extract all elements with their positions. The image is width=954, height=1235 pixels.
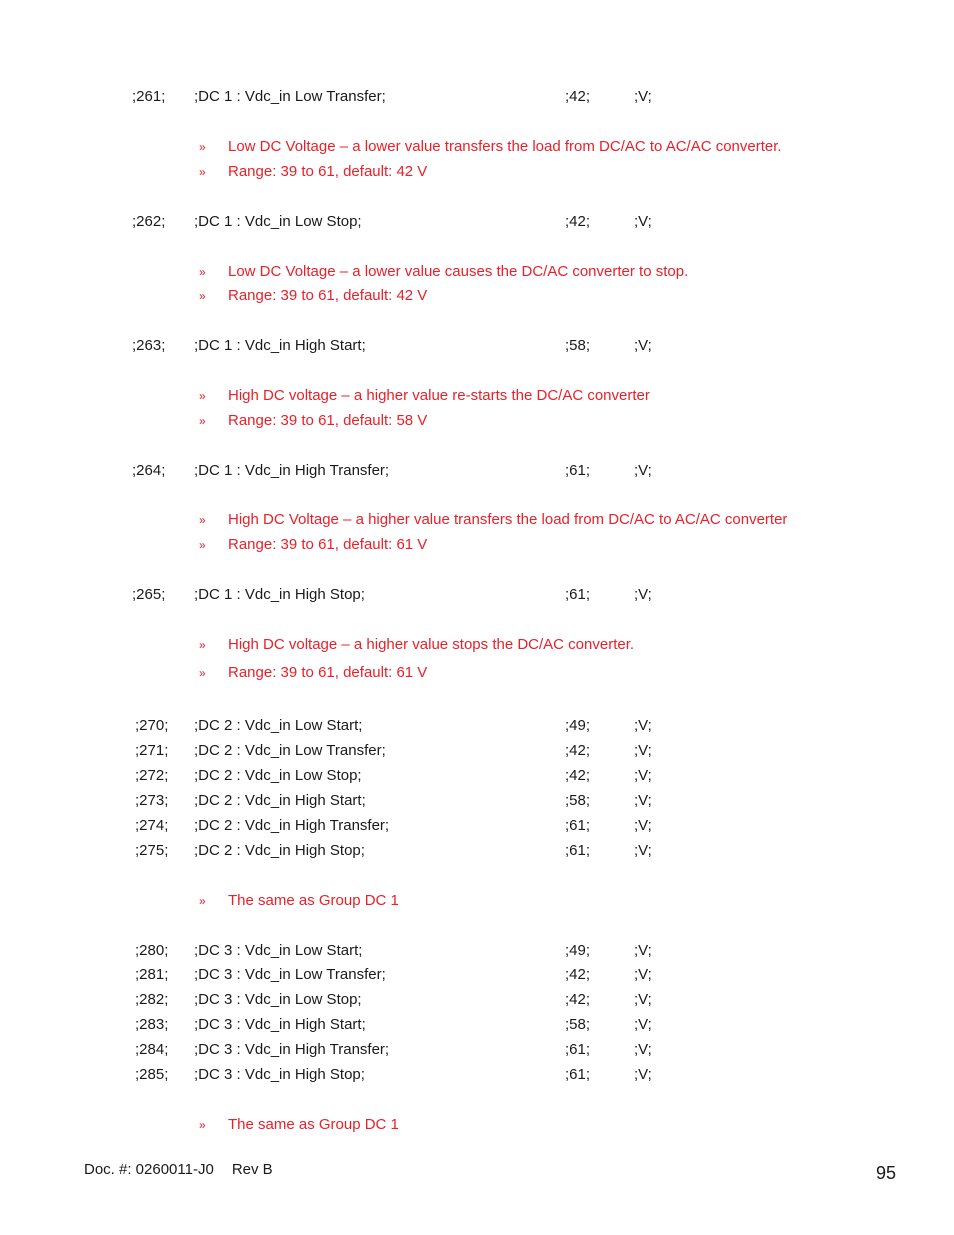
param-row xyxy=(0,790,954,812)
param-note xyxy=(0,136,954,158)
param-id: ;273; xyxy=(135,792,169,809)
param-value: ;61; xyxy=(565,462,591,479)
param-note xyxy=(0,410,954,432)
param-name: ;DC 2 : Vdc_in Low Stop; xyxy=(194,767,362,784)
bullet-icon: » xyxy=(199,638,206,652)
param-id: ;265; xyxy=(132,586,166,603)
param-row xyxy=(0,715,954,737)
param-value: ;61; xyxy=(565,1041,591,1058)
param-value: ;49; xyxy=(565,942,591,959)
bullet-icon: » xyxy=(199,414,206,428)
param-row xyxy=(0,1039,954,1061)
param-id: ;275; xyxy=(135,842,169,859)
param-name: ;DC 1 : Vdc_in Low Stop; xyxy=(194,213,362,230)
bullet-icon: » xyxy=(199,538,206,552)
param-row xyxy=(0,765,954,787)
bullet-icon: » xyxy=(199,265,206,279)
param-id: ;283; xyxy=(135,1016,169,1033)
param-unit: ;V; xyxy=(634,991,652,1008)
param-row xyxy=(0,1064,954,1086)
param-name: ;DC 2 : Vdc_in High Transfer; xyxy=(194,817,390,834)
param-name: ;DC 2 : Vdc_in High Start; xyxy=(194,792,366,809)
note-text: Low DC Voltage – a lower value transfers the load from DC/AC to AC/AC converter. xyxy=(228,138,782,155)
param-note xyxy=(0,890,954,912)
note-text: The same as Group DC 1 xyxy=(228,892,399,909)
param-name: ;DC 1 : Vdc_in High Start; xyxy=(194,337,366,354)
param-value: ;61; xyxy=(565,817,591,834)
param-name: ;DC 3 : Vdc_in Low Stop; xyxy=(194,991,362,1008)
param-value: ;42; xyxy=(565,767,591,784)
param-value: ;61; xyxy=(565,842,591,859)
param-note xyxy=(0,385,954,407)
param-id: ;261; xyxy=(132,88,166,105)
param-row xyxy=(0,989,954,1011)
param-unit: ;V; xyxy=(634,337,652,354)
param-unit: ;V; xyxy=(634,966,652,983)
param-row xyxy=(0,86,954,108)
param-id: ;263; xyxy=(132,337,166,354)
param-value: ;61; xyxy=(565,1066,591,1083)
param-row xyxy=(0,584,954,606)
revision-label: Rev B xyxy=(231,1161,273,1178)
note-text: The same as Group DC 1 xyxy=(228,1116,399,1133)
param-row xyxy=(0,964,954,986)
param-id: ;285; xyxy=(135,1066,169,1083)
param-unit: ;V; xyxy=(634,717,652,734)
param-id: ;274; xyxy=(135,817,169,834)
param-id: ;284; xyxy=(135,1041,169,1058)
page-number: 95 xyxy=(876,1163,897,1183)
param-id: ;272; xyxy=(135,767,169,784)
note-text: High DC Voltage – a higher value transfers the load from DC/AC to AC/AC converter xyxy=(228,511,788,528)
param-unit: ;V; xyxy=(634,817,652,834)
param-id: ;282; xyxy=(135,991,169,1008)
param-value: ;58; xyxy=(565,1016,591,1033)
doc-number: Doc. #: 0260011-J0 xyxy=(84,1161,214,1178)
bullet-icon: » xyxy=(199,289,206,303)
bullet-icon: » xyxy=(199,894,206,908)
bullet-icon: » xyxy=(199,165,206,179)
param-value: ;42; xyxy=(565,88,591,105)
param-unit: ;V; xyxy=(634,1016,652,1033)
param-unit: ;V; xyxy=(634,742,652,759)
param-value: ;58; xyxy=(565,792,591,809)
param-row xyxy=(0,1014,954,1036)
param-name: ;DC 2 : Vdc_in Low Transfer; xyxy=(194,742,386,759)
param-name: ;DC 2 : Vdc_in High Stop; xyxy=(194,842,365,859)
param-name: ;DC 3 : Vdc_in High Start; xyxy=(194,1016,366,1033)
param-row xyxy=(0,940,954,962)
param-unit: ;V; xyxy=(634,767,652,784)
param-unit: ;V; xyxy=(634,1066,652,1083)
bullet-icon: » xyxy=(199,140,206,154)
note-text: Range: 39 to 61, default: 42 V xyxy=(228,163,428,180)
note-text: High DC voltage – a higher value re-starts the DC/AC converter xyxy=(228,387,650,404)
param-value: ;58; xyxy=(565,337,591,354)
bullet-icon: » xyxy=(199,389,206,403)
param-name: ;DC 3 : Vdc_in Low Start; xyxy=(194,942,363,959)
param-name: ;DC 3 : Vdc_in Low Transfer; xyxy=(194,966,386,983)
param-value: ;42; xyxy=(565,991,591,1008)
param-value: ;61; xyxy=(565,586,591,603)
param-value: ;42; xyxy=(565,742,591,759)
param-row xyxy=(0,840,954,862)
param-id: ;262; xyxy=(132,213,166,230)
param-note xyxy=(0,261,954,283)
param-unit: ;V; xyxy=(634,942,652,959)
param-name: ;DC 3 : Vdc_in High Transfer; xyxy=(194,1041,390,1058)
param-unit: ;V; xyxy=(634,842,652,859)
note-text: Low DC Voltage – a lower value causes the DC/AC converter to stop. xyxy=(228,263,689,280)
param-note xyxy=(0,634,954,656)
param-note xyxy=(0,161,954,183)
param-value: ;42; xyxy=(565,966,591,983)
param-id: ;280; xyxy=(135,942,169,959)
note-text: Range: 39 to 61, default: 61 V xyxy=(228,536,428,553)
param-note xyxy=(0,509,954,531)
bullet-icon: » xyxy=(199,1118,206,1132)
param-value: ;49; xyxy=(565,717,591,734)
param-row xyxy=(0,335,954,357)
page-footer xyxy=(84,1160,273,1180)
param-name: ;DC 1 : Vdc_in Low Transfer; xyxy=(194,88,386,105)
param-row xyxy=(0,815,954,837)
param-note xyxy=(0,662,954,684)
param-id: ;270; xyxy=(135,717,169,734)
param-unit: ;V; xyxy=(634,1041,652,1058)
param-unit: ;V; xyxy=(634,586,652,603)
bullet-icon: » xyxy=(199,666,206,680)
param-id: ;281; xyxy=(135,966,169,983)
note-text: High DC voltage – a higher value stops the DC/AC converter. xyxy=(228,636,635,653)
param-row xyxy=(0,740,954,762)
param-value: ;42; xyxy=(565,213,591,230)
param-unit: ;V; xyxy=(634,462,652,479)
note-text: Range: 39 to 61, default: 42 V xyxy=(228,287,428,304)
note-text: Range: 39 to 61, default: 58 V xyxy=(228,412,428,429)
param-id: ;271; xyxy=(135,742,169,759)
param-unit: ;V; xyxy=(634,88,652,105)
param-note xyxy=(0,534,954,556)
param-note xyxy=(0,285,954,307)
param-name: ;DC 3 : Vdc_in High Stop; xyxy=(194,1066,365,1083)
param-id: ;264; xyxy=(132,462,166,479)
param-unit: ;V; xyxy=(634,213,652,230)
param-name: ;DC 1 : Vdc_in High Stop; xyxy=(194,586,365,603)
param-unit: ;V; xyxy=(634,792,652,809)
param-row xyxy=(0,211,954,233)
param-row xyxy=(0,460,954,482)
param-name: ;DC 1 : Vdc_in High Transfer; xyxy=(194,462,390,479)
param-name: ;DC 2 : Vdc_in Low Start; xyxy=(194,717,363,734)
param-note xyxy=(0,1114,954,1136)
note-text: Range: 39 to 61, default: 61 V xyxy=(228,664,428,681)
bullet-icon: » xyxy=(199,513,206,527)
